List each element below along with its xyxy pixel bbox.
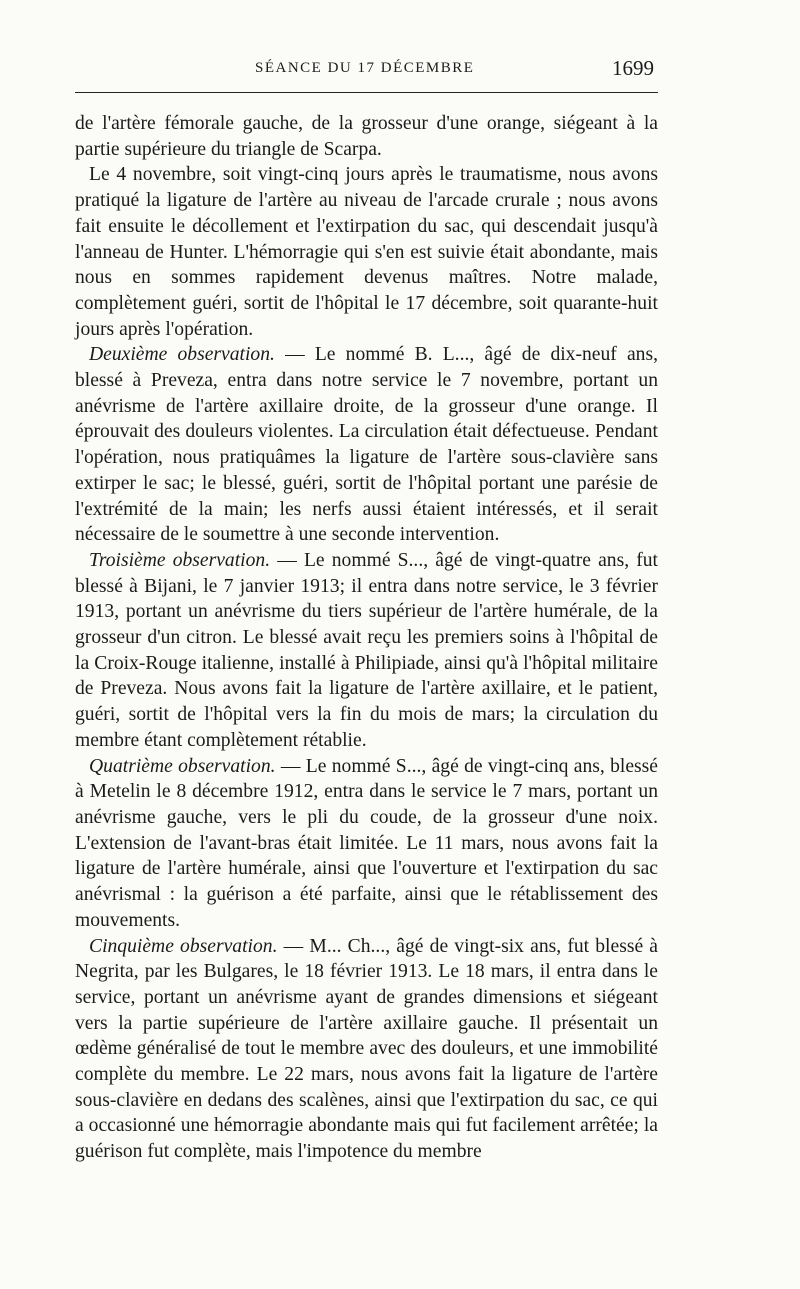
header-rule xyxy=(75,92,658,93)
paragraph-text: — Le nommé B. L..., âgé de dix-neuf ans, blessé à Preveza, entra dans notre service le 7 novembre, portant un anévrisme de l'artère axillaire droite, de la grosseur d'une orange. Il éprouvait des douleurs violentes. La circulation était défectueuse. Pendant l'opération, nous pratiquâmes la ligature de l'artère sous-clavière sans extirper le sac; le blessé, guéri, sortit de l'hôpital portant une parésie de l'extrémité de la main; les nerfs aussi étaient intéressés, et il serait nécessaire de le soumettre à une seconde intervention. xyxy=(75,344,658,546)
observation-heading: Cinquième observation. xyxy=(89,935,278,957)
running-title: SÉANCE DU 17 DÉCEMBRE xyxy=(255,60,475,76)
observation-heading: Deuxième observation. xyxy=(89,344,275,366)
paragraph xyxy=(75,548,658,754)
paragraph xyxy=(75,111,658,162)
paragraph xyxy=(75,934,658,1165)
paragraph-text: — Le nommé S..., âgé de vingt-cinq ans, blessé à Metelin le 8 décembre 1912, entra dans le service le 7 mars, portant un anévrisme gauche, vers le pli du coude, de la grosseur d'une noix. L'extension de l'avant-bras était limitée. Le 11 mars, nous avons fait la ligature de l'artère humérale, ainsi que l'ouverture et l'extirpation du sac anévrismal : la guérison a été parfaite, ainsi que le rétablissement des mouvements. xyxy=(75,755,658,931)
paragraph xyxy=(75,342,658,548)
observation-heading: Quatrième observation. xyxy=(89,755,276,777)
paragraph-text: de l'artère fémorale gauche, de la grosseur d'une orange, siégeant à la partie supérieure du triangle de Scarpa. xyxy=(75,113,658,160)
body-text xyxy=(75,111,658,1165)
paragraph-text: — Le nommé S..., âgé de vingt-quatre ans, fut blessé à Bijani, le 7 janvier 1913; il entra dans notre service, le 3 février 1913, portant un anévrisme du tiers supérieur de l'artère humérale, de la grosseur d'un citron. Le blessé avait reçu les premiers soins à l'hôpital de la Croix-Rouge italienne, installé à Philipiade, ainsi qu'à l'hôpital militaire de Preveza. Nous avons fait la ligature de l'artère axillaire, et le patient, guéri, sortit de l'hôpital vers la fin du mois de mars; la circulation du membre étant complètement rétablie. xyxy=(75,549,658,751)
paragraph xyxy=(75,162,658,342)
page-header xyxy=(75,52,658,92)
paragraph-text: Le 4 novembre, soit vingt-cinq jours après le traumatisme, nous avons pratiqué la ligature de l'artère au niveau de l'arcade crurale ; nous avons fait ensuite le décollement et l'extirpation du sac, qui descendait jusqu'à l'anneau de Hunter. L'hémorragie qui s'en est suivie était abondante, mais nous en sommes rapidement devenus maîtres. Notre malade, complètement guéri, sortit de l'hôpital le 17 décembre, soit quarante-huit jours après l'opération. xyxy=(75,164,658,340)
page-number: 1699 xyxy=(612,56,654,80)
observation-heading: Troisième observation. xyxy=(89,549,271,571)
paragraph xyxy=(75,754,658,934)
paragraph-text: — M... Ch..., âgé de vingt-six ans, fut blessé à Negrita, par les Bulgares, le 18 février 1913. Le 18 mars, il entra dans le service, portant un anévrisme ayant de grandes dimensions et siégeant vers la partie supérieure de l'artère axillaire gauche. Il présentait un œdème généralisé de tout le membre avec des douleurs, et une immobilité complète du membre. Le 22 mars, nous avons fait la ligature de l'artère sous-clavière en dedans des scalènes, ainsi que l'extirpation du sac, ce qui a occasionné une hémorragie abondante mais qui fut facilement arrêtée; la guérison fut complète, mais l'impotence du membre xyxy=(75,935,658,1163)
